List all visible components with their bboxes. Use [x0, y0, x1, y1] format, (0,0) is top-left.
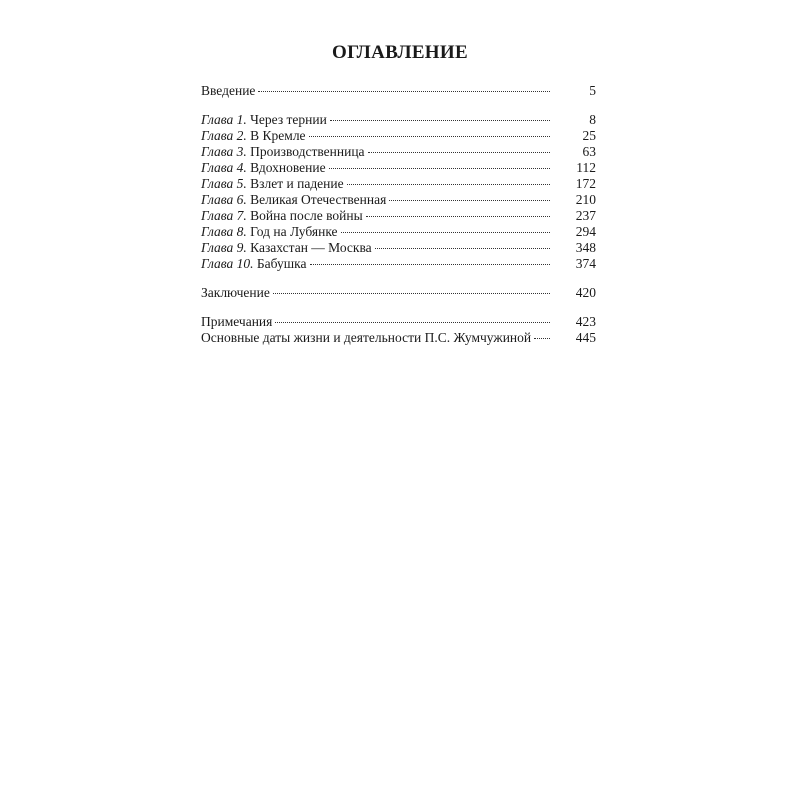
dot-leader: [368, 149, 550, 153]
toc-entry-intro: [201, 83, 596, 99]
chapter-title: Вдохновение: [250, 160, 326, 175]
toc-page-number: 423: [575, 314, 596, 329]
toc-entry-chapter: [201, 192, 596, 208]
chapter-number: Глава 9.: [201, 240, 247, 255]
chapter-number: Глава 7.: [201, 208, 247, 223]
chapter-title: Производственница: [250, 144, 365, 159]
toc-entry-chapter: [201, 128, 596, 144]
toc-entry-conclusion: [201, 285, 596, 301]
toc-page-number: 445: [575, 330, 596, 345]
dot-leader: [375, 245, 550, 249]
toc-page-number: 5: [589, 83, 596, 98]
toc-entry-chapter: [201, 112, 596, 128]
dot-leader: [258, 88, 550, 92]
toc-page-number: 237: [575, 208, 596, 223]
chapter-number: Глава 1.: [201, 112, 247, 127]
toc-entry-chapter: [201, 176, 596, 192]
dot-leader: [534, 335, 550, 339]
toc-entry-chapter: [201, 240, 596, 256]
chapter-number: Глава 2.: [201, 128, 247, 143]
toc-entry-notes: [201, 314, 596, 330]
toc-entry-label: Введение: [201, 83, 256, 98]
chapter-title: Взлет и падение: [250, 176, 344, 191]
toc-entry-chapter: [201, 160, 596, 176]
chapter-title: Через тернии: [250, 112, 327, 127]
toc-page-number: 172: [575, 176, 596, 191]
toc-entry-label: Заключение: [201, 285, 270, 300]
chapter-title: Великая Отечественная: [250, 192, 387, 207]
chapter-number: Глава 8.: [201, 224, 247, 239]
toc-entry-chapter: [201, 224, 596, 240]
toc-entry-chapter: [201, 144, 596, 160]
toc-entry-chapter: [201, 208, 596, 224]
chapter-title: Бабушка: [256, 256, 307, 271]
dot-leader: [273, 290, 550, 294]
page-title: ОГЛАВЛЕНИЕ: [332, 42, 468, 63]
toc-page-number: 374: [575, 256, 596, 271]
chapter-title: Год на Лубянке: [250, 224, 338, 239]
toc-page-number: 294: [575, 224, 596, 239]
chapter-number: Глава 3.: [201, 144, 247, 159]
toc-entry-dates: [201, 330, 596, 346]
dot-leader: [310, 261, 551, 265]
chapter-number: Глава 4.: [201, 160, 247, 175]
dot-leader: [330, 117, 550, 121]
toc-page-number: 25: [582, 128, 596, 143]
dot-leader: [389, 197, 550, 201]
toc-page-number: 348: [575, 240, 596, 255]
toc-entry-label: Основные даты жизни и деятельности П.С. Жумчужиной: [201, 330, 532, 345]
dot-leader: [329, 165, 550, 169]
dot-leader: [347, 181, 550, 185]
chapter-number: Глава 6.: [201, 192, 247, 207]
chapter-title: В Кремле: [250, 128, 306, 143]
toc-page-number: 8: [589, 112, 596, 127]
toc-page-number: 63: [582, 144, 596, 159]
dot-leader: [309, 133, 550, 137]
dot-leader: [366, 213, 550, 217]
chapter-title: Казахстан — Москва: [250, 240, 372, 255]
toc-entry-label: Примечания: [201, 314, 273, 329]
dot-leader: [341, 229, 550, 233]
chapter-title: Война после войны: [250, 208, 363, 223]
toc-entry-chapter: [201, 256, 596, 272]
table-of-contents: [201, 83, 596, 346]
toc-page-number: 420: [575, 285, 596, 300]
chapter-number: Глава 10.: [201, 256, 254, 271]
chapter-number: Глава 5.: [201, 176, 247, 191]
toc-page-number: 210: [575, 192, 596, 207]
dot-leader: [275, 319, 550, 323]
toc-page-number: 112: [576, 160, 596, 175]
